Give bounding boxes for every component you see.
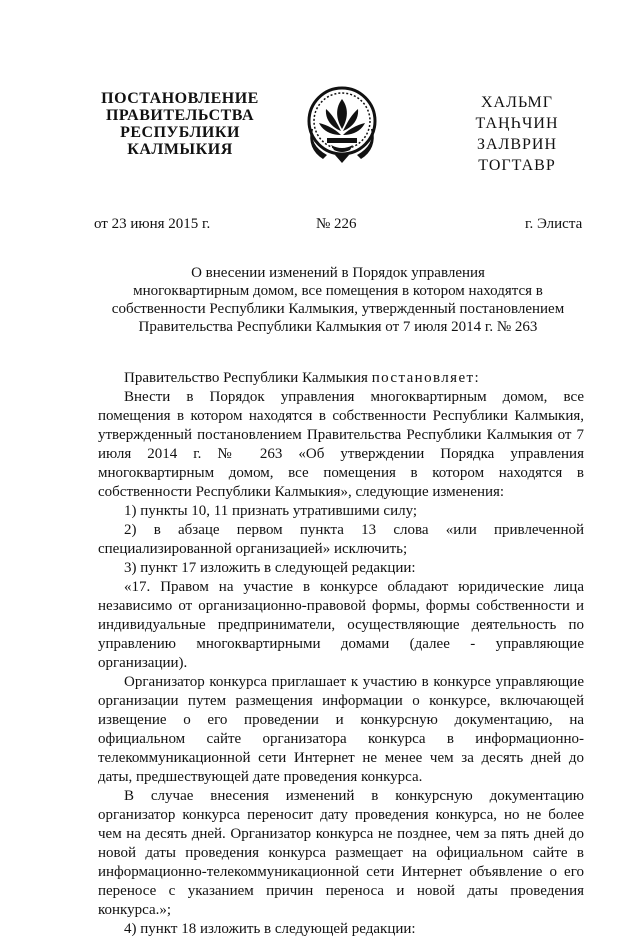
title-line: Правительства Республики Калмыкия от 7 июля 2014 г. № 263 — [138, 319, 538, 335]
header-left-line: ПОСТАНОВЛЕНИЕ — [101, 90, 259, 107]
document-body — [98, 369, 584, 939]
body-paragraph: 2) в абзаце первом пункта 13 слова «или привлеченной специализированной организацией» исключить; — [98, 522, 584, 557]
decree-number: № 226 — [316, 216, 357, 232]
body-paragraph: Организатор конкурса приглашает к участию в конкурсе управляющие организации путем размещения информации о конкурсе, включающей извещение о его проведении и конкурсную документацию, на официальном сайте организатора конкурса в информационно-телекоммуникационной сети Интернет не менее чем за десять дней до даты, предшествующей дате проведения конкурса. — [98, 674, 584, 785]
header-right-line: ТОГТАВР — [478, 157, 556, 174]
title-line: собственности Республики Калмыкия, утвержденный постановлением — [111, 301, 565, 317]
header-right-line: ЗАЛВРИН — [476, 136, 558, 153]
title-line: О внесении изменений в Порядок управления — [191, 265, 485, 281]
body-paragraph: 4) пункт 18 изложить в следующей редакции: — [124, 921, 416, 937]
body-paragraph: 3) пункт 17 изложить в следующей редакции: — [124, 560, 416, 576]
body-paragraph: 1) пункты 10, 11 признать утратившими силу; — [124, 503, 418, 519]
body-paragraph: «17. Правом на участие в конкурсе обладают юридические лица независимо от организационно-правовой формы, формы собственности и индивидуальные предприниматели, осуществляющие деятельность по управлению многоквартирными домами (далее - управляющие организации). — [98, 579, 584, 671]
decree-city: г. Элиста — [525, 216, 583, 232]
header-right-title — [452, 92, 582, 176]
header-right-line: ТАҢҺЧИН — [475, 115, 559, 132]
decree-date: от 23 июня 2015 г. — [94, 216, 211, 232]
decree-verb: постановляет: — [371, 370, 481, 386]
government-decrees-line — [98, 369, 584, 388]
body-paragraph: Внести в Порядок управления многоквартирным домом, все помещения в котором находятся в собственности Республики Калмыкия, утвержденный постановлением Правительства Республики Калмыкия от 7 июля 2014 г. № 263 «Об утверждении Порядка управления многоквартирным домом, все помещения в котором находятся в собственности Республики Калмыкия», следующие изменения: — [98, 389, 584, 500]
government-name: Правительство Республики Калмыкия — [124, 370, 368, 386]
header-right-line: ХАЛЬМГ — [481, 94, 553, 111]
header-left-title — [100, 90, 260, 158]
body-paragraph: В случае внесения изменений в конкурсную документацию организатор конкурса переносит дату проведения конкурса, но не более чем на десять дней. Организатор конкурса не позднее, чем за пять дней до новой даты проведения конкурса размещает на официальном сайте в информационно-телекоммуникационной сети Интернет объявление о его переносе с указанием причин переноса и новой даты проведения конкурса.»; — [98, 788, 584, 918]
header-left-line: РЕСПУБЛИКИ — [120, 124, 240, 141]
coat-of-arms-emblem — [305, 83, 379, 165]
header-left-line: КАЛМЫКИЯ — [127, 141, 233, 158]
title-line: многоквартирным домом, все помещения в котором находятся в — [133, 283, 543, 299]
document-title — [98, 264, 578, 336]
header-left-line: ПРАВИТЕЛЬСТВА — [105, 107, 255, 124]
